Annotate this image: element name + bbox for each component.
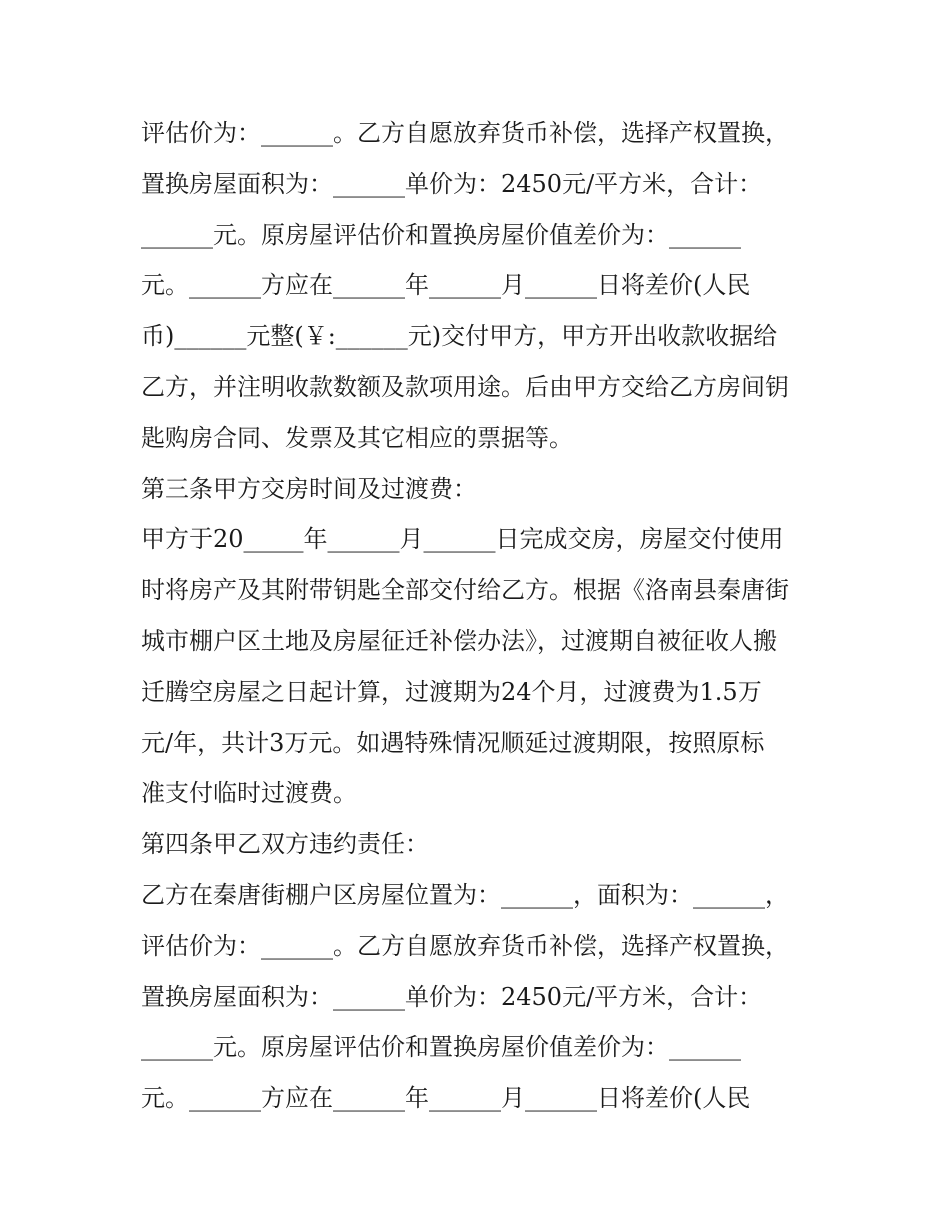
text-line: 评估价为：______。乙方自愿放弃货币补偿，选择产权置换， xyxy=(141,119,789,147)
document-body xyxy=(141,108,841,1124)
section-heading: 第四条甲乙双方违约责任： xyxy=(141,830,429,859)
text-line: 迁腾空房屋之日起计算，过渡期为24个月，过渡费为1.5万 xyxy=(141,677,762,706)
text-line: 匙购房合同、发票及其它相应的票据等。 xyxy=(141,423,573,452)
text-line: 置换房屋面积为：______单价为：2450元/平方米，合计： xyxy=(141,982,763,1011)
text-line: 币)______元整(￥:______元)交付甲方，甲方开出收款收据给 xyxy=(141,322,778,351)
text-line: 准支付临时过渡费。 xyxy=(141,779,357,808)
text-line: ______元。原房屋评估价和置换房屋价值差价为：______ xyxy=(141,220,741,249)
text-line: 城市棚户区土地及房屋征迁补偿办法》，过渡期自被征收人搬 xyxy=(141,626,777,655)
text-line: 甲方于20_____年______月______日完成交房，房屋交付使用 xyxy=(141,525,784,554)
section-heading: 第三条甲方交房时间及过渡费： xyxy=(141,474,477,503)
text-line: 乙方，并注明收款数额及款项用途。后由甲方交给乙方房间钥 xyxy=(141,372,789,401)
text-line: 评估价为：______。乙方自愿放弃货币补偿，选择产权置换， xyxy=(141,931,789,960)
text-line: 时将房产及其附带钥匙全部交付给乙方。根据《洛南县秦唐街 xyxy=(141,576,789,605)
text-line: 元。______方应在______年______月______日将差价(人民 xyxy=(141,271,751,300)
text-line: ______元。原房屋评估价和置换房屋价值差价为：______ xyxy=(141,1033,741,1062)
text-line: 置换房屋面积为：______单价为：2450元/平方米，合计： xyxy=(141,169,763,198)
text-line: 元/年，共计3万元。如遇特殊情况顺延过渡期限，按照原标 xyxy=(141,728,765,757)
text-line: 元。______方应在______年______月______日将差价(人民 xyxy=(141,1084,751,1113)
text-line: 乙方在秦唐街棚户区房屋位置为：______，面积为：______， xyxy=(141,880,789,909)
